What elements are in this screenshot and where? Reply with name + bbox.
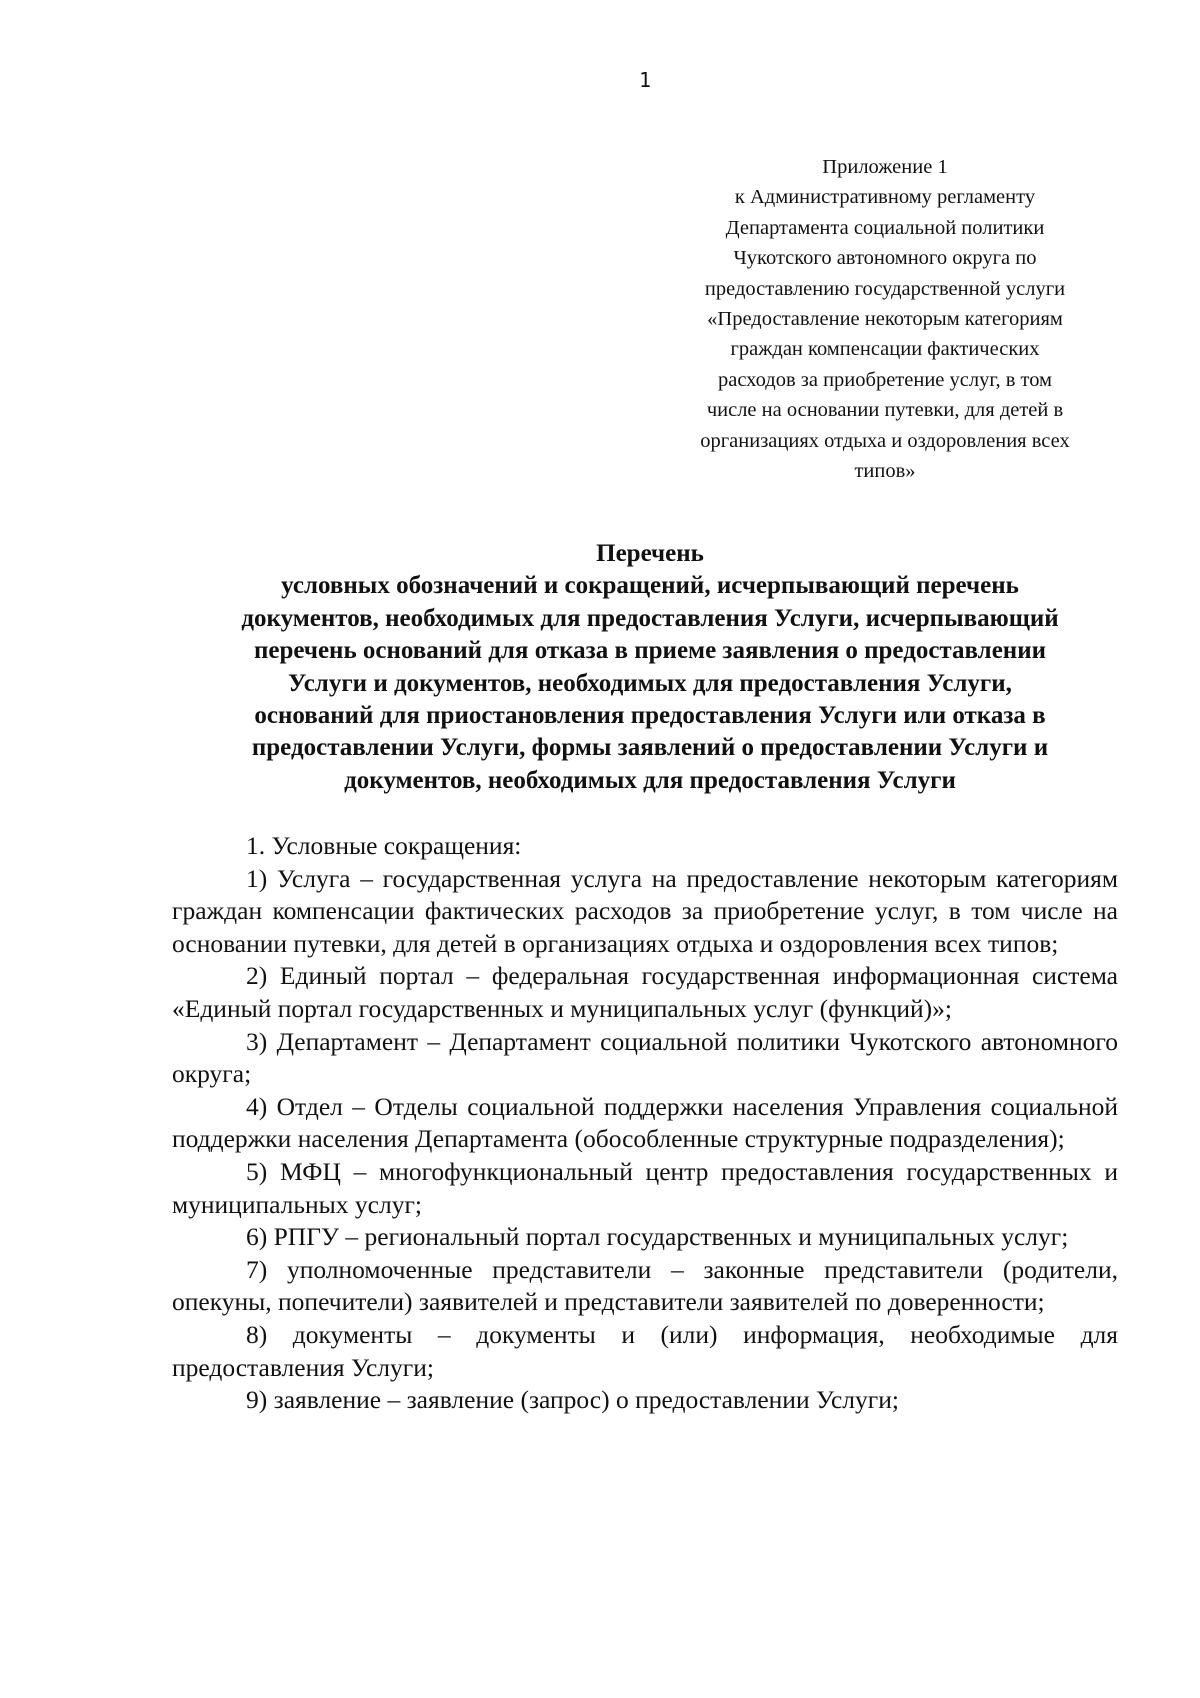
definition-item: 3) Департамент – Департамент социальной политики Чукотского автономного округа; xyxy=(172,1026,1118,1089)
appendix-line: типов» xyxy=(854,460,916,483)
definition-item: 4) Отдел – Отделы социальной поддержки населения Управления социальной поддержки населения Департамента (обособленные структурные подразделения); xyxy=(172,1091,1118,1154)
page-number: 1 xyxy=(638,68,652,92)
definition-item: 2) Единый портал – федеральная государственная информационная система «Единый портал государственных и муниципальных услуг (функций)»; xyxy=(172,961,1118,1023)
appendix-line: граждан компенсации фактических xyxy=(730,338,1040,361)
appendix-line: Приложение 1 xyxy=(822,156,948,178)
appendix-line: «Предоставление некоторым категориям xyxy=(707,308,1063,331)
appendix-reference xyxy=(660,152,1110,486)
definition-item: 9) заявление – заявление (запрос) о предоставлении Услуги; xyxy=(246,1385,899,1415)
document-body xyxy=(172,830,1118,1417)
title-line: документов, необходимых для предоставления Услуги xyxy=(344,766,956,794)
appendix-line: Департамента социальной политики xyxy=(725,216,1045,239)
title-line: оснований для приостановления предоставления Услуги или отказа в xyxy=(254,702,1046,730)
appendix-line: к Административному регламенту xyxy=(734,186,1036,209)
title-line: документов, необходимых для предоставления Услуги, исчерпывающий xyxy=(241,604,1059,632)
document-title xyxy=(150,538,1150,797)
appendix-line: числе на основании путевки, для детей в xyxy=(706,399,1064,422)
definition-item: 8) документы – документы и (или) информация, необходимые для предоставления Услуги; xyxy=(172,1319,1118,1382)
appendix-line: предоставлению государственной услуги xyxy=(704,277,1066,300)
definition-item: 6) РПГУ – региональный портал государственных и муниципальных услуг; xyxy=(246,1222,1069,1252)
definition-item: 7) уполномоченные представители – законные представители (родители, опекуны, попечители) заявителей и представители заявителей по доверенности; xyxy=(172,1254,1118,1317)
appendix-line: расходов за приобретение услуг, в том xyxy=(717,368,1053,391)
title-line: условных обозначений и сокращений, исчерпывающий перечень xyxy=(281,572,1019,600)
title-line: перечень оснований для отказа в приеме заявления о предоставлении xyxy=(253,637,1047,665)
title-line: предоставлении Услуги, формы заявлений о предоставлении Услуги и xyxy=(251,734,1049,762)
definition-item: 1) Услуга – государственная услуга на предоставление некоторым категориям граждан компенсации фактических расходов за приобретение услуг, в том числе на основании путевки, для детей в организациях отдыха и оздоровления всех типов; xyxy=(172,863,1118,958)
definition-item: 5) МФЦ – многофункциональный центр предоставления государственных и муниципальных услуг; xyxy=(172,1156,1118,1219)
appendix-line: Чукотского автономного округа по xyxy=(733,247,1037,270)
section-title: 1. Условные сокращения: xyxy=(246,831,522,860)
title-line: Услуги и документов, необходимых для предоставления Услуги, xyxy=(288,669,1012,697)
appendix-line: организациях отдыха и оздоровления всех xyxy=(700,429,1070,452)
title-line: Перечень xyxy=(596,540,704,567)
